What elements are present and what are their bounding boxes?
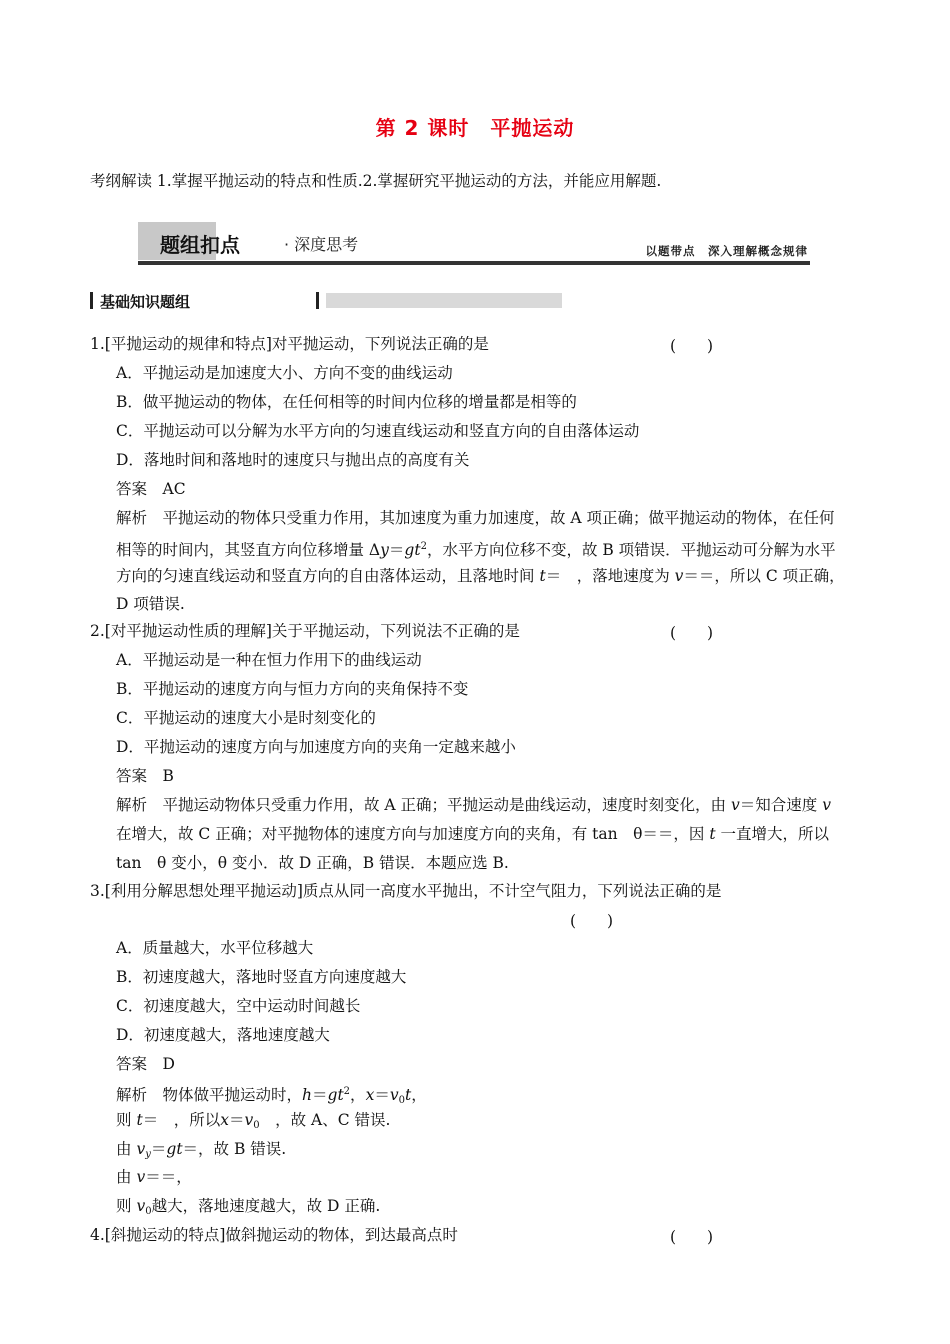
heading-right-mark xyxy=(316,292,319,309)
question-3-option-b: B．初速度越大，落地时竖直方向速度越大 xyxy=(116,968,407,986)
question-2-option-c: C．平抛运动的速度大小是时刻变化的 xyxy=(116,709,376,727)
page-title: 第 2 课时 平抛运动 xyxy=(375,116,575,140)
banner-tagline: 以题带点 深入理解概念规律 xyxy=(645,244,808,258)
question-3-stem: 3.[利用分解思想处理平抛运动]质点从同一高度水平抛出，不计空气阻力，下列说法正确的是 xyxy=(90,882,722,900)
question-1-explanation-1: 解析 平抛运动的物体只受重力作用，其加速度为重力加速度，故 A 项正确；做平抛运动的物体，在任何 xyxy=(116,509,835,527)
question-2-explanation-2: 在增大，故 C 正确；对平抛物体的速度方向与加速度方向的夹角，有 tan θ＝＝，因 t 一直增大，所以 xyxy=(116,825,830,843)
question-4-answer-blank: ( ) xyxy=(670,1228,714,1246)
question-1-stem: 1.[平抛运动的规律和特点]对平抛运动，下列说法正确的是 xyxy=(90,335,489,353)
banner-title: 题组扣点 xyxy=(160,233,240,257)
heading-gray-bar xyxy=(326,293,562,308)
question-2-answer-blank: ( ) xyxy=(670,624,714,642)
question-3-explanation-4: 由 v＝＝， xyxy=(116,1168,192,1186)
section-heading xyxy=(90,290,472,312)
question-2-explanation-3: tan θ 变小，θ 变小．故 D 正确，B 错误．本题应选 B. xyxy=(116,854,509,872)
question-3-explanation-3: 由 $v_y=gt=$，故 B 错误. xyxy=(116,1140,287,1160)
question-1-explanation-2: 相等的时间内，其竖直方向位移增量 $\Delta y=gt^2$，水平方向位移不变，故 B 项错误．平抛运动可分解为水平 xyxy=(116,541,836,559)
question-1-option-b: B．做平抛运动的物体，在任何相等的时间内位移的增量都是相等的 xyxy=(116,393,577,411)
question-2-explanation-1: 解析 平抛运动物体只受重力作用，故 A 正确；平抛运动是曲线运动，速度时刻变化，由 v＝知合速度 v xyxy=(116,796,831,814)
question-1-option-c: C．平抛运动可以分解为水平方向的匀速直线运动和竖直方向的自由落体运动 xyxy=(116,422,640,440)
question-1-explanation-4: D 项错误. xyxy=(116,595,185,613)
question-1-answer: 答案 AC xyxy=(116,480,186,498)
question-1-explanation-3: 方向的匀速直线运动和竖直方向的自由落体运动，且落地时间 t＝ ，落地速度为 v＝＝，所以 C 项正确， xyxy=(116,567,845,585)
question-3-explanation-5: 则 $v_0$越大，落地速度越大，故 D 正确. xyxy=(116,1197,381,1217)
question-2-option-a: A．平抛运动是一种在恒力作用下的曲线运动 xyxy=(116,651,422,669)
question-3-option-d: D．初速度越大，落地速度越大 xyxy=(116,1026,330,1044)
question-3-answer-blank: ( ) xyxy=(570,912,614,930)
question-3-option-a: A．质量越大，水平位移越大 xyxy=(116,939,314,957)
question-2-option-d: D．平抛运动的速度方向与加速度方向的夹角一定越来越小 xyxy=(116,738,516,756)
question-3-explanation-2: 则 t＝ ，所以$x=v_0$ ，故 A、C 错误. xyxy=(116,1111,391,1131)
heading-left-mark xyxy=(90,292,93,309)
question-2-answer: 答案 B xyxy=(116,767,174,785)
question-1-option-a: A．平抛运动是加速度大小、方向不变的曲线运动 xyxy=(116,364,453,382)
question-3-explanation-1: 解析 物体做平抛运动时，$h=gt^2$，$x=v_0t$， xyxy=(116,1086,427,1106)
banner-underline xyxy=(138,261,810,265)
banner-subtitle: · 深度思考 xyxy=(284,235,359,254)
section-banner xyxy=(138,222,810,266)
section-heading-text: 基础知识题组 xyxy=(100,293,191,311)
question-1-answer-blank: ( ) xyxy=(670,337,714,355)
question-2-stem: 2.[对平抛运动性质的理解]关于平抛运动，下列说法不正确的是 xyxy=(90,622,520,640)
syllabus-outline: 考纲解读 1.掌握平抛运动的特点和性质.2.掌握研究平抛运动的方法，并能应用解题. xyxy=(90,172,662,190)
question-3-answer: 答案 D xyxy=(116,1055,175,1073)
question-4-stem: 4.[斜抛运动的特点]做斜抛运动的物体，到达最高点时 xyxy=(90,1226,458,1244)
question-1-option-d: D．落地时间和落地时的速度只与抛出点的高度有关 xyxy=(116,451,470,469)
question-2-option-b: B．平抛运动的速度方向与恒力方向的夹角保持不变 xyxy=(116,680,469,698)
question-3-option-c: C．初速度越大，空中运动时间越长 xyxy=(116,997,361,1015)
